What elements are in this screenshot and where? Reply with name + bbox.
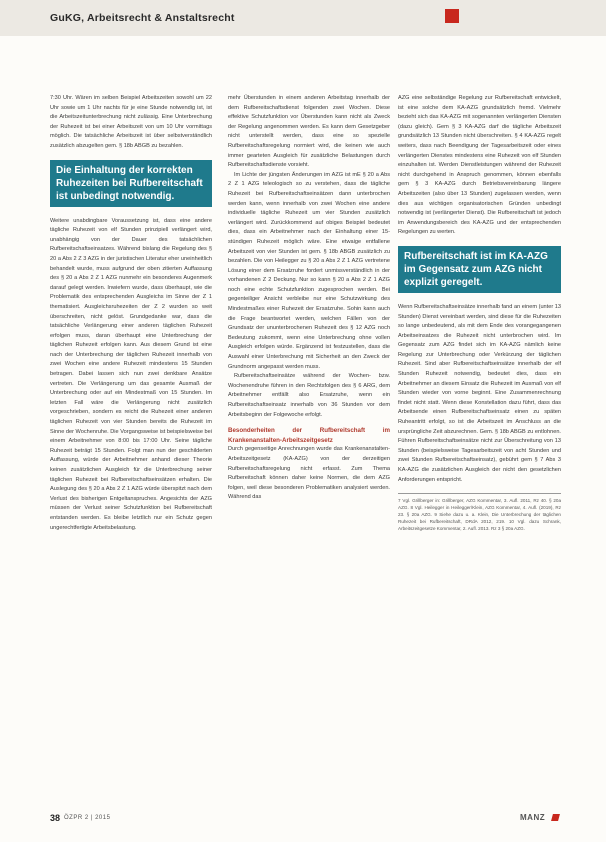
paragraph: AZG eine selbständige Regelung zur Rufbereitschaft entwickelt, ist eine solche dem KA-AZG grundsätzlich fremd. Vielmehr bezieht sich das KA-AZG mit sogenannten verlängerten Diensten (dazu gleich). Gem § 3 KA-AZG darf die tägliche Arbeitszeit grundsätzlich 13 Stunden nicht überschreiten. § 4 KA-AZG regelt weiters, dass nach Beendigung der Tagesarbeitszeit oder eines verlängerten Dienstes mindestens eine Ruhezeit von elf Stunden einzuhalten ist. Werden Dienstleistungen während der Ruhezeit nicht durchgehend in Anspruch genommen, können ebenfalls gem § 3 KA-AZG durch Betriebsvereinbarung längere Arbeitszeiten (also über 13 Stunden) zugelassen werden, wenn dies aus wichtigen organisatorischen Gründen unbedingt notwendig ist (verlängerter Dienst). Die Rufbereitschaft ist jedoch im Anwendungsbereich des KA-AZG und der entsprechenden Regelungen zu werten.	[398, 95, 561, 236]
page-number: 38	[50, 813, 61, 823]
pull-quote: Rufbereitschaft ist im KA-AZG im Gegensatz zum AZG nicht explizit geregelt.	[398, 246, 561, 293]
article-column-2	[228, 94, 390, 834]
article-column-1	[50, 94, 212, 834]
journal-reference: ÖZPR 2 | 2015	[64, 815, 111, 821]
paragraph: Weitere unabdingbare Voraussetzung ist, dass eine andere tägliche Ruhezeit von elf Stunden prinzipiell verlängert wird, unabhängig von der Dauer des tatsächlichen Rufbereitschaftseinsatzes. Während bislang die Regelung des § 20 a Abs 2 Z 3 AZG in der juristischen Literatur eher uneinheitlich behandelt wurde, muss aufgrund der oben zitierten Auffassung des § 20 a Abs 2 Z 1 AZG nunmehr ein besonderes Augenmerk darauf gelegt werden. Inwiefern wurde, dass überhaupt, wie die Problematik des entsprechenden Ausgleichs im Sinne der Z 1 thematisiert. Ausgleichsruhezeiten der Z 2 wurden so weit überschreiten, nicht gelöst. Grundgedanke war, dass die tatsächliche Verlängerung einer anderen täglichen Ruhezeit erfolgen muss, daran überhaupt eine Unterbrechung der täglichen Ruhezeit erfolgen kann. Aus diesem Grund ist eine nach der Unterbrechung der täglichen Ruhezeit innerhalb von zwei Wochen eine andere Ruhezeit mindestens 15 Stunden betragen. Dabei lassen sich nun zwei denkbare Ansätze vertreten. Die Verlängerung um das gesamte Ausmaß der Unterbrechung oder auf ein Mindestmaß von 15 Stunden. Im letzten Fall wäre die Verlängerung nicht zusätzlich vorgeschrieben, sondern es reicht die Ruhezeit einer anderen täglichen Ruhezeit von vier Stunden bereits die Ruhezeit im Sinne der Wochenruhe. Die Vorgangsweise ist beispielsweise bei einem Arbeitnehmer von 8:00 bis 17:00 Uhr. Seine tägliche Ruhezeit beträgt 15 Stunden. Folgt man nun der geschilderten Auffassung, würde der Arbeitnehmer anhand dieser Theorie keinen zusätzlichen Ausgleich für die Unterbrechung seiner täglichen Ruhezeit bei Rufbereitschaftseinsätzen erhalten. Die Auslegung des § 20 a Abs 2 Z 1 AZG würde überspitzt nach dem Verlust des bisherigen Entgeltanspruches. Angesichts der AZG müssen der Verlust seiner Schutzfunktion bei Rufbereitschaft entstanden werden. Es bleibe letztlich nur ein Schutz gegen ungerechtfertigte Arbeitsbelastung.	[50, 217, 212, 531]
paragraph: Rufbereitschaftseinsätze während der Wochen- bzw. Wochenendruhe führen in den Rechtsfolgen des § 6 ARG, dem Arbeitnehmer entfällt also Ersatzruhe, wenn ein Rufbereitschaftseinsatz innerhalb von 36 Stunden vor dem Arbeitsbeginn der Folgewoche erfolgt.	[228, 373, 390, 418]
header-bar	[0, 0, 606, 36]
paragraph: Im Lichte der jüngsten Änderungen im AZG ist mE § 20 a Abs 2 Z 1 AZG teleologisch so zu verstehen, dass die tägliche Ruhezeit bei Rufbereitschaftseinsätzen dann unterbrochen werden kann, wenn innerhalb von zwei Wochen eine andere individuelle tägliche Ruhezeit um vier Stunden zusätzlich verlängert wird. Zurückkommend auf obiges Beispiel bedeutet dies, dass ein Arbeitnehmer nach der Einhaltung einer 15-stündigen Ruhezeit möglich wäre. Eine etwaige entfallene Arbeitszeit von vier Stunden ist gem. § 18b ABGB zusätzlich zu bezahlen. Die von Heilegger zu § 20 a Abs 2 Z 1 AZG vertretene Lösung einer dem Ersatzruhe fordert unmissverständlich in der vorhandenen Z 2 Deckung. Nur so kann § 20 a Abs 2 Z 1 AZG noch eine echte Schutzfunktion zugesprochen werden. Bei gegenteiliger Ansicht verbleibe nur eine Schutzwirkung des Mindestmaßes einer Ruhezeit der Ersatzruhe. Sohin kann auch die Frage beantwortet werden, welchen Fällen von der Grundsatz der ununterbrochenen Ruhezeit des § 12 AZG noch Bedeutung zukommt, wenn eine Unterbrechung ohne vollen Ausgleich erfolgen würde. Ergänzend ist festzustellen, dass die Auswahl einer Unterbrechung mit Sicherheit an den Zweck der Grundnorm angepasst werden muss.	[228, 171, 390, 370]
section-subheading: Besonderheiten der Rufbereitschaft im Krankenanstalten-Arbeitszeitgesetz	[228, 427, 390, 444]
paragraph: 7:30 Uhr. Wären im selben Beispiel Arbeitszeiten sowohl um 22 Uhr sowie um 1 Uhr nachts für je eine Stunde notwendig ist, ist die Arbeitszeitunterbrechung nicht zulässig. Eine Unterbrechung der Ruhezeit ist bei einer Arbeitszeit von um 10 Uhr vormittags möglich. Die tatsächliche Arbeitszeit ist über selbstverständlich zusätzlich abzugelten gem. § 18b ABGB zu bezahlen.	[50, 95, 212, 149]
paragraph: mehr Überstunden in einem anderen Arbeitstag innerhalb der dem Rufbereitschaftsdienst folgenden zwei Wochen. Diese effektive Schutzfunktion vor Überstunden kann nicht als Zweck der Regelung angenommen werden. Es kann dem Gesetzgeber nicht unterstellt werden, dass eine so spezielle Rufbereitschaftsregelung normiert wird, die keinen wie auch immer gearteten Ausgleich für zusätzliche Belastungen durch Rufbereitschaftsdienste vorsieht.	[228, 95, 390, 169]
section-title: GuKG, Arbeitsrecht & Anstaltsrecht	[50, 12, 235, 24]
paragraph: Durch gegenseitige Anrechnungen wurde das Krankenanstalten-Arbeitszeitgesetz (KA-AZG) von der derzeitigen Rufbereitschaftsregelung nicht erfasst. Zum Thema Rufbereitschaft können daher keine Normen, die dem AZG folgen, weil diese besonderen Problematiken analysiert werden. Während das	[228, 446, 390, 501]
article-column-3	[398, 94, 561, 834]
footnotes: 7 Vgl. Grillberger in: Grillberger, AZG Kommentar, 3. Aufl. 2011, Rz 40. § 20a AZG. 8 Vgl. Heilegger in Heilegger/Klein, AZG Kommentar, 4. Aufl. (2019), Rz 23. § 20a AZG. 9 Siehe dazu u. a. Klein, Die Unterbrechung der täglichen Ruhezeit bei Rufbereitschaft, DRdA 2012, 219. 10 Vgl. dazu Schrank, Arbeitszeitgesetze Kommentar, 2. Aufl. 2013. Rz 3 § 20a AZG.	[398, 493, 561, 532]
paragraph: Wenn Rufbereitschaftseinsätze innerhalb fand an einem (unter 13 Stunden) Dienst vereinbart werden, sind diese für die Ruhezeiten so lange unbedeutend, als mit dem Ende des vorangegangenen Arbeitseinsatzes die Ruhezeit nicht unterbrochen wird. Im Gegensatz zum AZG findet sich im KA-AZG nämlich keine Regelung zur Unterbrechung oder Verkürzung der täglichen Ruhezeit. Sind aber Rufbereitschaftseinsätze innerhalb der elf Stunden Ruhezeit notwendig, bedeutet dies, dass ein Arbeitnehmer an diesem Einsatz die Ruhezeit im Ausmaß von elf Stunden wieder von vorne beginnt. Eine Zusammenrechnung findet nicht statt. Wenn diese Konstellation dazu führt, dass das Arbeitsende einen Rufbereitschaftseinsatz einen zu späten Ruheantritt erfolgt, so ist die Arbeitszeit im Anschluss an die ursprüngliche Zeit abzurechnen. Gem. § 18b ABGB zu entlohnen. Führen Rufbereitschaftseinsätze nicht zur Überschreitung von 13 Stunden (beispielsweise Tagesarbeitszeit von acht Stunden und zwei Stunden Rufbereitschaftseinsatz), gebührt gem § 7 Abs 3 KA-AZG die zusätzlichen Ausgleich der nicht den gesetzlichen Anforderungen entspricht.	[398, 303, 561, 483]
publisher-logo: MANZ	[520, 813, 546, 822]
pull-quote: Die Einhaltung der korrekten Ruhezeiten bei Rufbereitschaft ist unbedingt notwendig.	[50, 160, 212, 207]
header-color-marker	[445, 9, 459, 23]
